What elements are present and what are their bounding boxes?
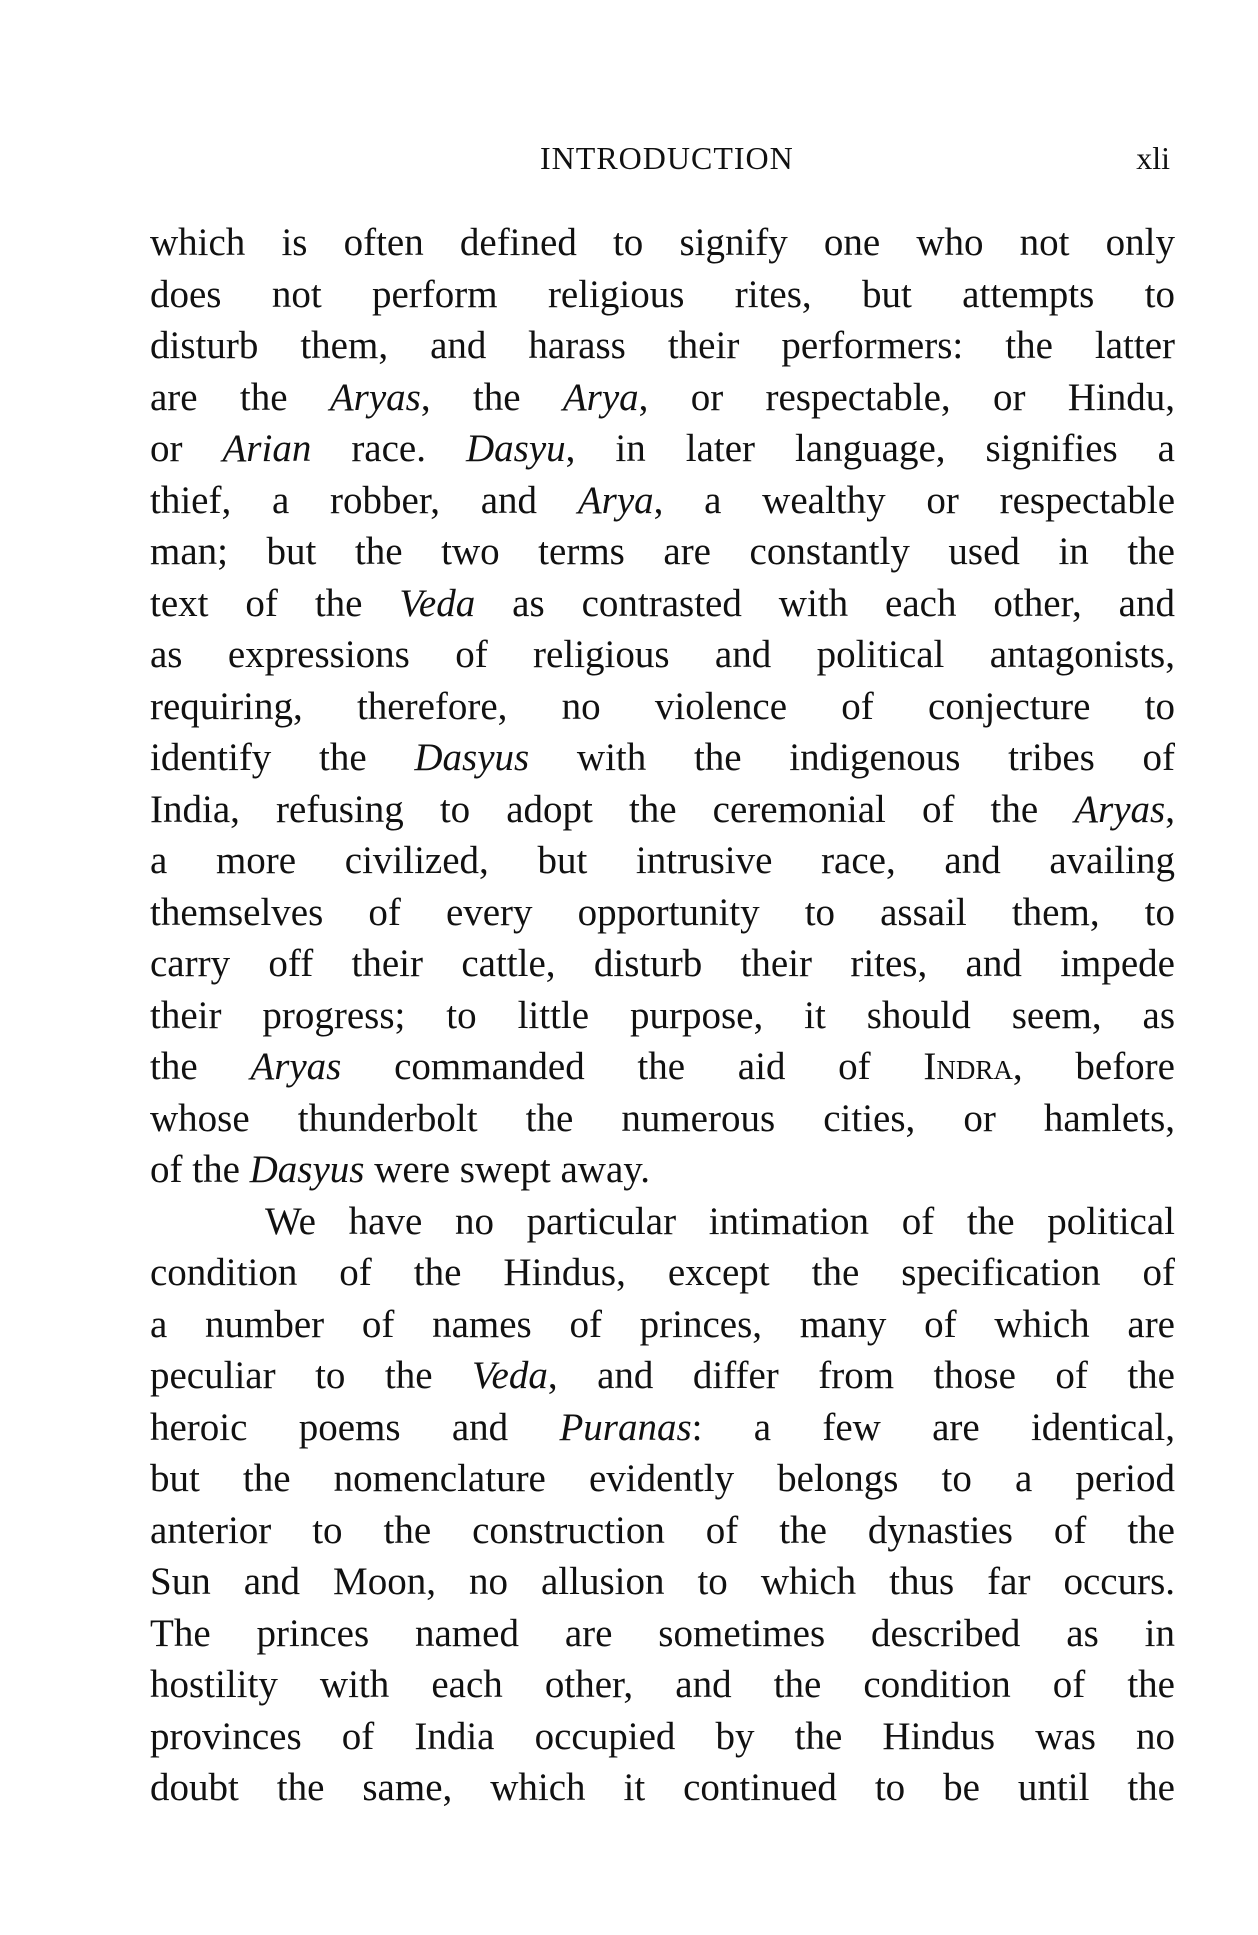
running-title: INTRODUCTION bbox=[540, 140, 794, 176]
text-line: are the Aryas, the Arya, or respectable, or Hindu, bbox=[150, 375, 1175, 419]
text-line: condition of the Hindus, except the specification of bbox=[150, 1251, 1175, 1294]
page-number: xli bbox=[1136, 140, 1170, 176]
text-line: themselves of every opportunity to assail them, to bbox=[150, 890, 1175, 934]
text-line: their progress; to little purpose, it should seem, as bbox=[150, 993, 1175, 1037]
text-line: heroic poems and Puranas: a few are identical, bbox=[150, 1405, 1175, 1449]
text-line: We have no particular intimation of the political bbox=[265, 1199, 1175, 1243]
text-line: as expressions of religious and political antagonists, bbox=[150, 633, 1175, 676]
text-line: peculiar to the Veda, and differ from those of the bbox=[150, 1354, 1175, 1397]
body-text bbox=[150, 217, 1175, 1814]
text-line: provinces of India occupied by the Hindus was no bbox=[150, 1714, 1175, 1758]
text-line: doubt the same, which it continued to be until the bbox=[150, 1766, 1175, 1809]
text-line: the Aryas commanded the aid of Indra, before bbox=[150, 1045, 1175, 1088]
text-line: of the Dasyus were swept away. bbox=[150, 1148, 650, 1191]
text-line: a more civilized, but intrusive race, and availing bbox=[150, 839, 1175, 882]
text-line: hostility with each other, and the condition of the bbox=[150, 1663, 1175, 1706]
text-line: identify the Dasyus with the indigenous tribes of bbox=[150, 736, 1175, 779]
text-line: does not perform religious rites, but attempts to bbox=[150, 272, 1175, 316]
text-line: Sun and Moon, no allusion to which thus far occurs. bbox=[150, 1560, 1175, 1603]
text-line: thief, a robber, and Arya, a wealthy or respectable bbox=[150, 478, 1176, 522]
text-line: or Arian race. Dasyu, in later language, signifies a bbox=[150, 427, 1175, 470]
text-line: requiring, therefore, no violence of conjecture to bbox=[150, 684, 1175, 728]
text-line: anterior to the construction of the dynasties of the bbox=[150, 1508, 1175, 1552]
text-line: which is often defined to signify one who not only bbox=[150, 221, 1175, 264]
text-line: a number of names of princes, many of which are bbox=[150, 1302, 1175, 1346]
text-line: India, refusing to adopt the ceremonial of the Aryas, bbox=[150, 787, 1175, 831]
text-line: carry off their cattle, disturb their rites, and impede bbox=[150, 942, 1175, 985]
text-line: disturb them, and harass their performers: the latter bbox=[150, 324, 1175, 367]
text-line: but the nomenclature evidently belongs to a period bbox=[150, 1457, 1175, 1500]
running-head bbox=[150, 140, 1170, 190]
text-line: whose thunderbolt the numerous cities, or hamlets, bbox=[150, 1096, 1175, 1140]
text-line: man; but the two terms are constantly used in the bbox=[150, 530, 1175, 573]
text-line: text of the Veda as contrasted with each other, and bbox=[150, 581, 1175, 625]
text-line: The princes named are sometimes described as in bbox=[150, 1611, 1175, 1655]
